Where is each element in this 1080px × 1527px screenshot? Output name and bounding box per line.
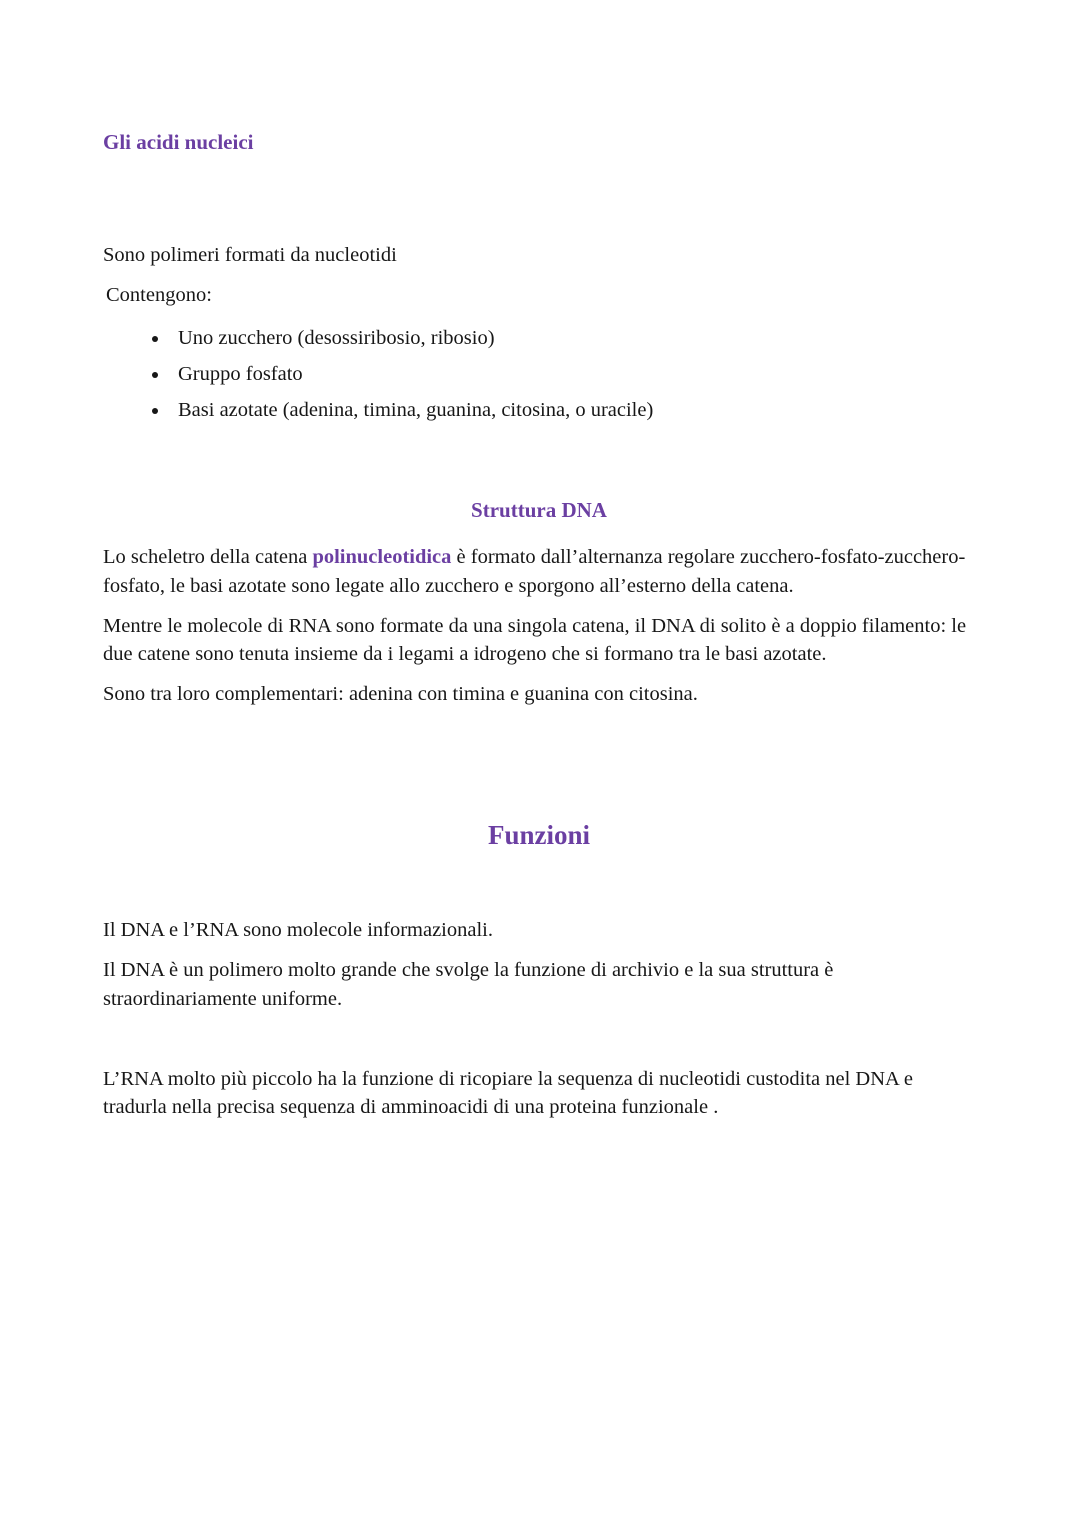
intro-line-1: Sono polimeri formati da nucleotidi bbox=[103, 243, 397, 266]
struttura-paragraph-2: Mentre le molecole di RNA sono formate da una singola catena, il DNA di solito è a doppio filamento: le due catene sono tenuta insieme da i legami a idrogeno che si formano tra le basi azotate. bbox=[103, 614, 967, 666]
funzioni-paragraph-1: Il DNA e l’RNA sono molecole informazionali. bbox=[103, 919, 493, 941]
highlight-polinucleotidica: polinucleotidica bbox=[312, 546, 452, 569]
intro-line-2: Contengono: bbox=[106, 284, 212, 307]
funzioni-section bbox=[103, 916, 975, 1121]
section-heading-funzioni: Funzioni bbox=[487, 819, 591, 850]
paragraph-text: è formato dall’alternanza regolare zucchero-fosfato-zucchero-fosfato, le basi azotate sono legate allo zucchero e sporgono all’esterno della catena. bbox=[103, 546, 966, 597]
section-heading-struttura-dna: Struttura DNA bbox=[471, 498, 607, 523]
bullet-item: • Uno zucchero (desossiribosio, ribosio) bbox=[170, 324, 975, 352]
struttura-paragraph-1 bbox=[103, 543, 975, 600]
page-title: Gli acidi nucleici bbox=[103, 130, 254, 154]
bullet-item: • Gruppo fosfato bbox=[170, 360, 975, 388]
bullet-item: • Basi azotate (adenina, timina, guanina, citosina, o uracile) bbox=[170, 396, 975, 424]
struttura-paragraph-3: Sono tra loro complementari: adenina con timina e guanina con citosina. bbox=[103, 683, 698, 706]
bullet-list bbox=[103, 324, 975, 425]
funzioni-paragraph-3: L’RNA molto più piccolo ha la funzione di ricopiare la sequenza di nucleotidi custodita nel DNA e tradurla nella precisa sequenza di amminoacidi di una proteina funzionale . bbox=[103, 1067, 913, 1119]
funzioni-paragraph-2: Il DNA è un polimero molto grande che svolge la funzione di archivio e la sua struttura è straordinariamente uniforme. bbox=[103, 959, 834, 1010]
paragraph-text: Lo scheletro della catena bbox=[103, 546, 313, 569]
